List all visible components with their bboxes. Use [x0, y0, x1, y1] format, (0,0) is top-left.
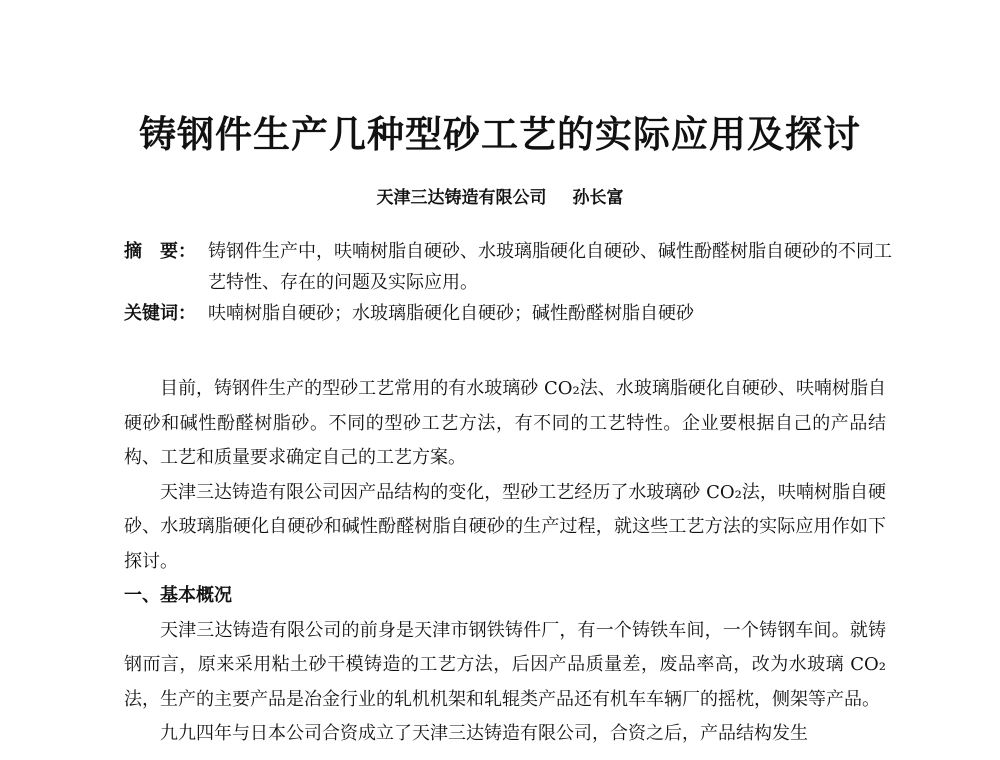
keywords-text: 呋喃树脂自硬砂；水玻璃脂硬化自硬砂；碱性酚醛树脂自硬砂 [208, 303, 694, 324]
keywords-label: 关键词： [124, 303, 196, 324]
abstract-label: 摘 要： [124, 241, 196, 262]
paragraph-3: 天津三达铸造有限公司的前身是天津市钢铁铸件厂，有一个铸铁车间，一个铸钢车间。就铸钢而言，原来采用粘土砂干模铸造的工艺方法，后因产品质量差，废品率高，改为水玻璃 CO₂法，生产的主要产品是冶金行业的轧机机架和轧辊类产品还有机车车辆厂的摇枕，侧架等产品。 [124, 619, 886, 710]
section-heading-1: 一、基本概况 [124, 585, 232, 606]
abstract-row [124, 236, 894, 298]
abstract-block [124, 236, 894, 329]
author: 孙长富 [572, 188, 624, 208]
affiliation: 天津三达铸造有限公司 [376, 188, 547, 208]
paragraph-1: 目前，铸钢件生产的型砂工艺常用的有水玻璃砂 CO₂法、水玻璃脂硬化自硬砂、呋喃树脂自硬砂和碱性酚醛树脂砂。不同的型砂工艺方法，有不同的工艺特性。企业要根据自己的产品结构、工艺和质量要求确定自己的工艺方案。 [124, 378, 886, 468]
paragraph-2: 天津三达铸造有限公司因产品结构的变化，型砂工艺经历了水玻璃砂 CO₂法，呋喃树脂自硬砂、水玻璃脂硬化自硬砂和碱性酚醛树脂自硬砂的生产过程，就这些工艺方法的实际应用作如下探讨。 [124, 481, 886, 572]
byline [0, 183, 1000, 208]
keywords-row [124, 298, 894, 329]
body-text [124, 372, 886, 752]
abstract-text: 铸钢件生产中，呋喃树脂自硬砂、水玻璃脂硬化自硬砂、碱性酚醛树脂自硬砂的不同工艺特性、存在的问题及实际应用。 [208, 241, 892, 293]
paper-title: 铸钢件生产几种型砂工艺的实际应用及探讨 [139, 112, 861, 156]
paragraph-4: 九九四年与日本公司合资成立了天津三达铸造有限公司，合资之后，产品结构发生 [160, 723, 808, 744]
